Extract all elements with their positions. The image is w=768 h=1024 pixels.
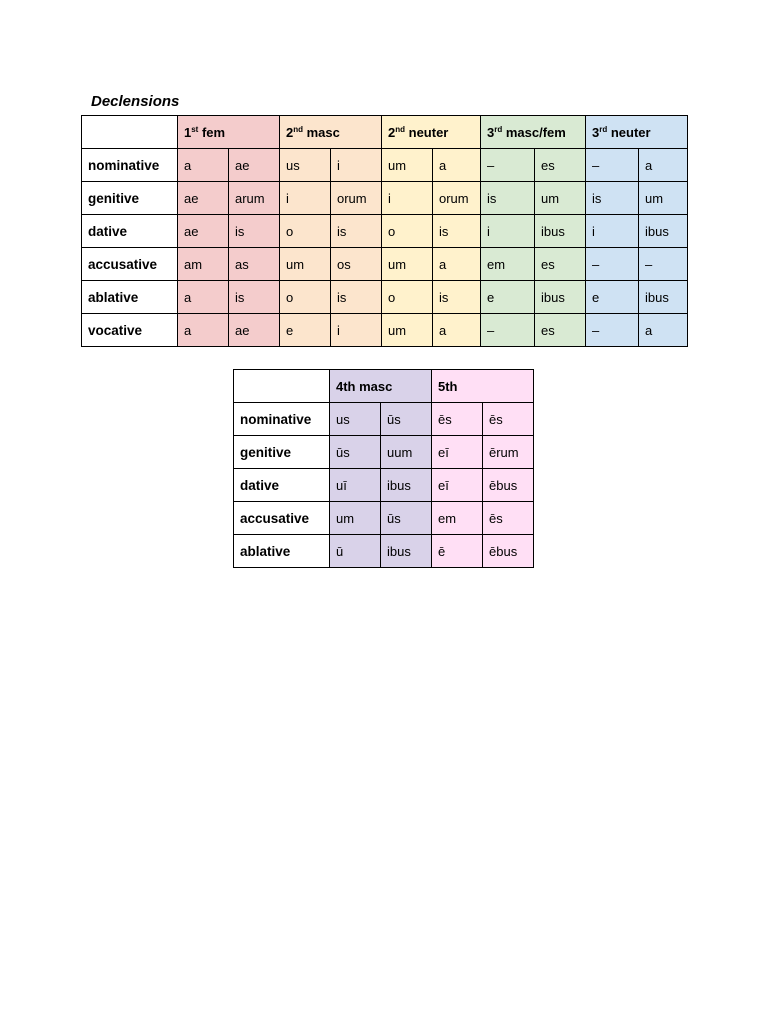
ending-cell: um: [382, 248, 433, 281]
ending-cell: is: [229, 215, 280, 248]
ending-cell: a: [433, 149, 481, 182]
ending-cell: ibus: [535, 215, 586, 248]
ending-cell: o: [280, 281, 331, 314]
header-label: masc: [303, 124, 340, 140]
ending-cell: o: [382, 215, 433, 248]
header-num: 1: [184, 124, 192, 140]
case-label: nominative: [234, 403, 330, 436]
table-row-accusative: [82, 248, 688, 281]
ending-cell: eī: [432, 436, 483, 469]
header-third-neuter: [586, 116, 688, 149]
ending-cell: orum: [331, 182, 382, 215]
ending-cell: –: [586, 248, 639, 281]
ending-cell: is: [481, 182, 535, 215]
ending-cell: as: [229, 248, 280, 281]
header-second-masc: [280, 116, 382, 149]
ending-cell: um: [382, 314, 433, 347]
corner-cell: [82, 116, 178, 149]
ending-cell: –: [586, 149, 639, 182]
ending-cell: ū: [330, 535, 381, 568]
ending-cell: um: [535, 182, 586, 215]
ending-cell: es: [535, 314, 586, 347]
ending-cell: e: [481, 281, 535, 314]
case-label: accusative: [82, 248, 178, 281]
ending-cell: ae: [178, 215, 229, 248]
ending-cell: es: [535, 149, 586, 182]
header-first-fem: [178, 116, 280, 149]
ending-cell: ibus: [381, 535, 432, 568]
declensions-table-1-3: [81, 115, 688, 347]
ending-cell: e: [586, 281, 639, 314]
ending-cell: os: [331, 248, 382, 281]
ending-cell: –: [586, 314, 639, 347]
case-label: nominative: [82, 149, 178, 182]
table-row-accusative: [234, 502, 534, 535]
ending-cell: arum: [229, 182, 280, 215]
header-fourth-masc: 4th masc: [330, 370, 432, 403]
header-sup: nd: [395, 124, 406, 134]
ending-cell: em: [481, 248, 535, 281]
ending-cell: am: [178, 248, 229, 281]
header-row: [234, 370, 534, 403]
header-sup: st: [191, 124, 199, 134]
ending-cell: ēbus: [483, 535, 534, 568]
case-label: genitive: [234, 436, 330, 469]
table-row-dative: [234, 469, 534, 502]
ending-cell: ūs: [330, 436, 381, 469]
case-label: accusative: [234, 502, 330, 535]
header-label: neuter: [607, 124, 651, 140]
ending-cell: es: [535, 248, 586, 281]
ending-cell: uī: [330, 469, 381, 502]
ending-cell: is: [229, 281, 280, 314]
ending-cell: a: [433, 314, 481, 347]
case-label: genitive: [82, 182, 178, 215]
header-sup: rd: [599, 124, 608, 134]
corner-cell: [234, 370, 330, 403]
ending-cell: ērum: [483, 436, 534, 469]
ending-cell: o: [382, 281, 433, 314]
case-label: dative: [82, 215, 178, 248]
ending-cell: ūs: [381, 502, 432, 535]
ending-cell: orum: [433, 182, 481, 215]
ending-cell: a: [639, 149, 688, 182]
ending-cell: ēs: [483, 403, 534, 436]
table-row-ablative: [82, 281, 688, 314]
ending-cell: um: [280, 248, 331, 281]
ending-cell: ē: [432, 535, 483, 568]
ending-cell: ūs: [381, 403, 432, 436]
ending-cell: em: [432, 502, 483, 535]
ending-cell: ibus: [639, 281, 688, 314]
ending-cell: a: [178, 281, 229, 314]
table-row-nominative: [234, 403, 534, 436]
ending-cell: ibus: [535, 281, 586, 314]
ending-cell: i: [331, 149, 382, 182]
document-title: Declensions: [91, 93, 180, 110]
ending-cell: us: [280, 149, 331, 182]
table-row-nominative: [82, 149, 688, 182]
header-label: masc/fem: [502, 124, 566, 140]
ending-cell: is: [331, 281, 382, 314]
ending-cell: e: [280, 314, 331, 347]
ending-cell: um: [382, 149, 433, 182]
ending-cell: o: [280, 215, 331, 248]
ending-cell: a: [178, 149, 229, 182]
ending-cell: is: [433, 215, 481, 248]
table-row-dative: [82, 215, 688, 248]
ending-cell: –: [481, 149, 535, 182]
header-sup: rd: [494, 124, 503, 134]
case-label: ablative: [82, 281, 178, 314]
header-label: fem: [198, 124, 226, 140]
ending-cell: ae: [229, 149, 280, 182]
ending-cell: um: [639, 182, 688, 215]
ending-cell: i: [382, 182, 433, 215]
header-third-masc-fem: [481, 116, 586, 149]
table-row-genitive: [82, 182, 688, 215]
ending-cell: eī: [432, 469, 483, 502]
ending-cell: i: [331, 314, 382, 347]
table-row-genitive: [234, 436, 534, 469]
header-num: 3: [592, 124, 600, 140]
ending-cell: um: [330, 502, 381, 535]
ending-cell: ibus: [381, 469, 432, 502]
ending-cell: is: [331, 215, 382, 248]
ending-cell: us: [330, 403, 381, 436]
header-num: 3: [487, 124, 495, 140]
header-label: neuter: [405, 124, 449, 140]
case-label: dative: [234, 469, 330, 502]
ending-cell: is: [433, 281, 481, 314]
ending-cell: ibus: [639, 215, 688, 248]
ending-cell: ēs: [483, 502, 534, 535]
ending-cell: ae: [229, 314, 280, 347]
ending-cell: –: [481, 314, 535, 347]
ending-cell: ēs: [432, 403, 483, 436]
ending-cell: i: [280, 182, 331, 215]
ending-cell: a: [639, 314, 688, 347]
header-num: 2: [286, 124, 294, 140]
ending-cell: i: [481, 215, 535, 248]
header-row: [82, 116, 688, 149]
ending-cell: is: [586, 182, 639, 215]
case-label: vocative: [82, 314, 178, 347]
ending-cell: a: [433, 248, 481, 281]
ending-cell: a: [178, 314, 229, 347]
ending-cell: ēbus: [483, 469, 534, 502]
case-label: ablative: [234, 535, 330, 568]
header-second-neuter: [382, 116, 481, 149]
ending-cell: i: [586, 215, 639, 248]
header-num: 2: [388, 124, 396, 140]
ending-cell: ae: [178, 182, 229, 215]
ending-cell: uum: [381, 436, 432, 469]
header-sup: nd: [293, 124, 304, 134]
table-row-vocative: [82, 314, 688, 347]
table-row-ablative: [234, 535, 534, 568]
declensions-table-4-5: [233, 369, 534, 568]
header-fifth: 5th: [432, 370, 534, 403]
ending-cell: –: [639, 248, 688, 281]
